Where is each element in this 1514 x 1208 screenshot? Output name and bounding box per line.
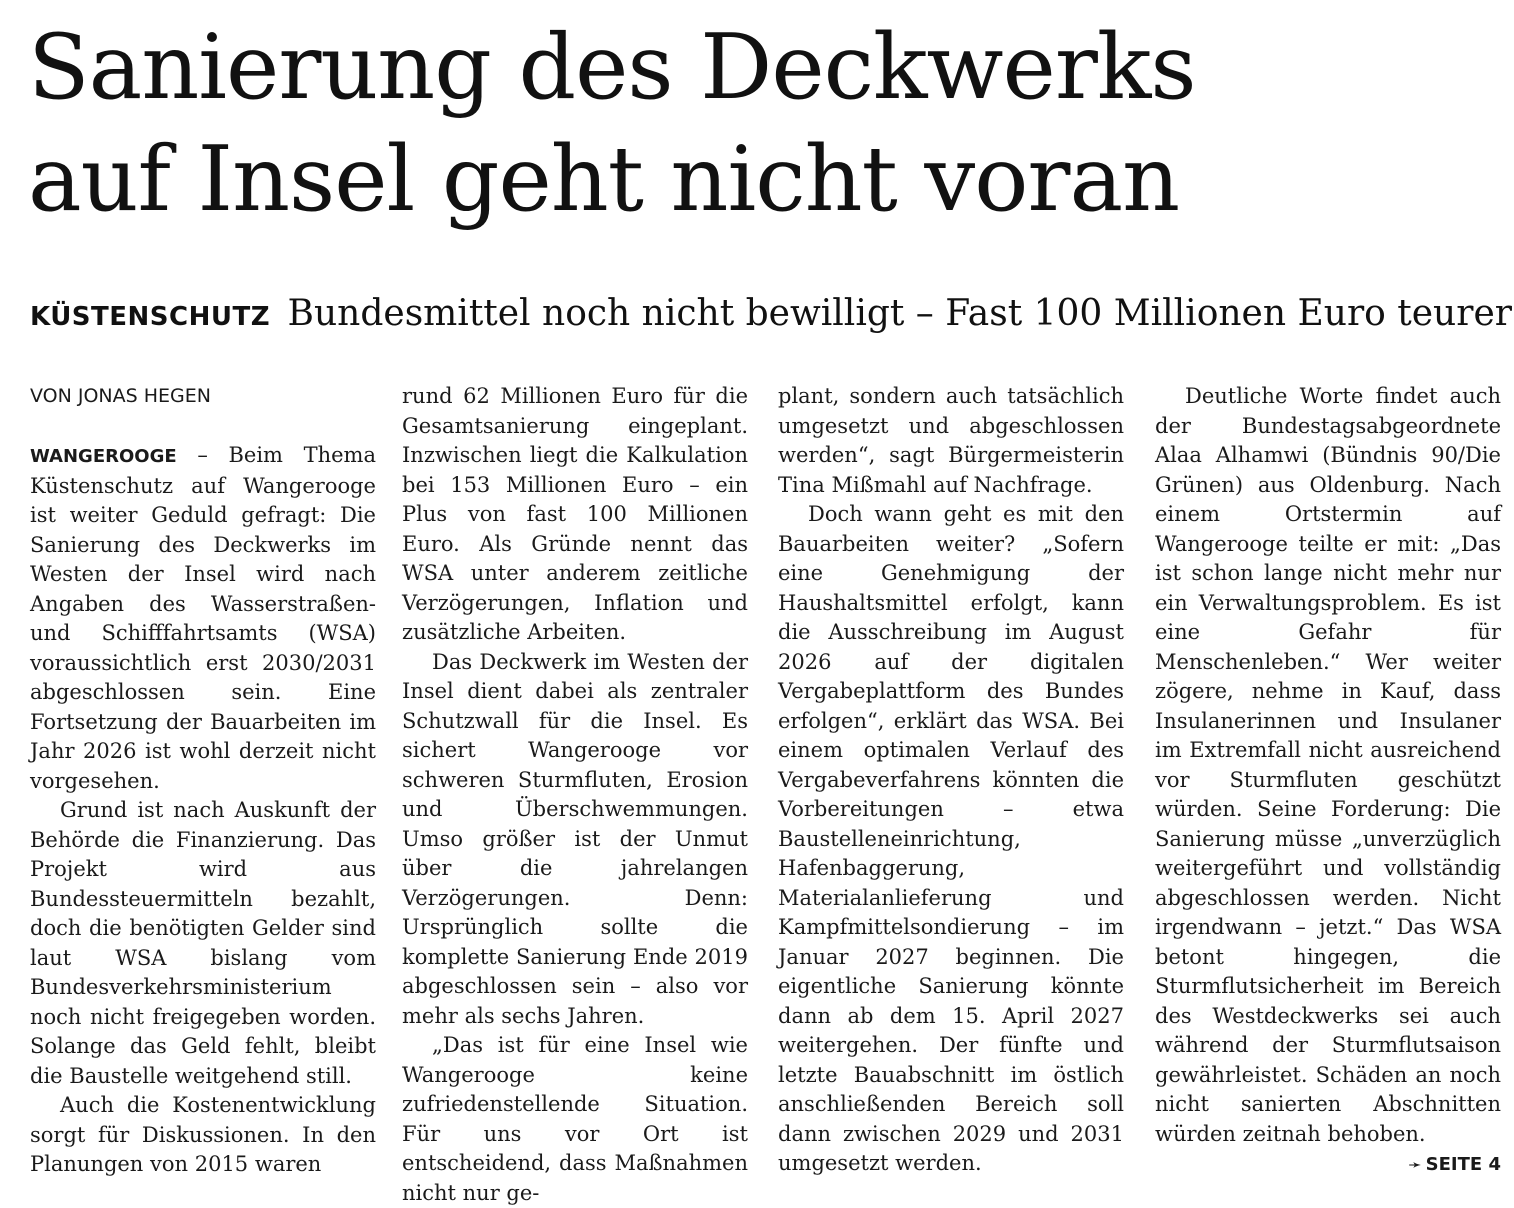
paragraph: „Das ist für eine Insel wie Wangerooge keine zufriedenstellende Situation. Für uns vor Ort ist entscheidend, dass Maßnahmen nicht nur ge- [402,1033,748,1205]
byline: VON JONAS HEGEN [30,385,211,407]
headline-line-2: auf Insel geht nicht voran [28,127,1180,232]
arrow-right-icon: ➛ [1408,1155,1422,1174]
dateline: WANGEROOGE [30,446,177,467]
page-jump-reference[interactable] [1378,1150,1501,1180]
page-jump-label: SEITE 4 [1425,1154,1501,1175]
lead-paragraph [30,441,376,796]
paragraph: plant, sondern auch tatsächlich umgesetzt und abgeschlossen werden“, sagt Bürgermeisterin Tina Mißmahl auf Nachfrage. [778,384,1124,497]
paragraph: Doch wann geht es mit den Bauarbeiten weiter? „Sofern eine Genehmigung der Haushaltsmittel erfolgt, kann die Ausschreibung im August 2026 auf der digitalen Vergabeplattform des Bundes erfolgen“, erklärt das WSA. Bei einem optimalen Verlauf des Vergabeverfahrens könnten die Vorbereitungen – etwa Baustelleneinrichtung, Hafenbaggerung, Materialanlieferung und Kampfmittelsondierung – im Januar 2027 beginnen. Die eigentliche Sanierung könnte dann ab dem 15. April 2027 weitergehen. Der fünfte und letzte Bauabschnitt im östlich anschließenden Bereich soll dann zwischen 2029 und 2031 umgesetzt werden. [778,502,1124,1175]
article-headline [28,12,1498,236]
headline-line-1: Sanierung des Deckwerks [28,15,1196,120]
subheadline-text: Bundesmittel noch nicht bewilligt – Fast 100 Millionen Euro teurer [287,293,1512,334]
paragraph: Auch die Kostenentwicklung sorgt für Diskussionen. In den Planungen von 2015 waren [30,1093,376,1176]
text-column-4 [1155,382,1501,1180]
paragraph: Das Deckwerk im Westen der Insel dient dabei als zentraler Schutzwall für die Insel. Es sichert Wangerooge vor schweren Sturmfluten, Erosion und Überschwemmungen. Umso größer ist der Unmut über die jahrelangen Verzögerungen. Denn: Ursprünglich sollte die komplette Sanierung Ende 2019 abgeschlossen sein – also vor mehr als sechs Jahren. [402,649,748,1028]
text-column-3 [778,382,1124,1179]
topic-kicker: KÜSTENSCHUTZ [30,302,271,332]
text-column-2 [402,382,748,1208]
lead-paragraph-text: – Beim Thema Küstenschutz auf Wangerooge ist weiter Geduld gefragt: Die Sanierung des Deckwerks im Westen der Insel wird nach Angaben des Wasserstraßen- und Schifffahrtsamts (WSA) voraussichtlich erst 2030/2031 abgeschlossen sein. Eine Fortsetzung der Bauarbeiten im Jahr 2026 ist wohl derzeit nicht vorgesehen. [30,443,376,793]
paragraph [1155,382,1501,1175]
article-subheadline [30,288,1512,343]
paragraph-text: Deutliche Worte findet auch der Bundestagsabgeordnete Alaa Alhamwi (Bündnis 90/Die Grünen) aus Oldenburg. Nach einem Ortstermin auf Wangerooge teilte er mit: „Das ist schon lange nicht mehr nur ein Verwaltungsproblem. Es ist eine Gefahr für Menschenleben.“ Wer weiter zögere, nehme in Kauf, dass Insulanerinnen und Insulaner im Extremfall nicht ausreichend vor Sturmfluten geschützt würden. Seine Forderung: Die Sanierung müsse „unverzüglich weitergeführt und vollständig abgeschlossen werden. Nicht irgendwann – jetzt.“ Das WSA betont hingegen, die Sturmflutsicherheit im Bereich des Westdeckwerks sei auch während der Sturmflutsaison gewährleistet. Schäden an noch nicht sanierten Abschnitten würden zeitnah behoben. [1155,384,1501,1146]
text-column-1 [30,382,376,1180]
paragraph: rund 62 Millionen Euro für die Gesamtsanierung eingeplant. Inzwischen liegt die Kalkulation bei 153 Millionen Euro – ein Plus von fast 100 Millionen Euro. Als Gründe nennt das WSA unter anderem zeitliche Verzögerungen, Inflation und zusätzliche Arbeiten. [402,384,748,644]
paragraph: Grund ist nach Auskunft der Behörde die Finanzierung. Das Projekt wird aus Bundessteuermitteln bezahlt, doch die benötigten Gelder sind laut WSA bislang vom Bundesverkehrsministerium noch nicht freigegeben worden. Solange das Geld fehlt, bleibt die Baustelle weitgehend still. [30,798,376,1088]
